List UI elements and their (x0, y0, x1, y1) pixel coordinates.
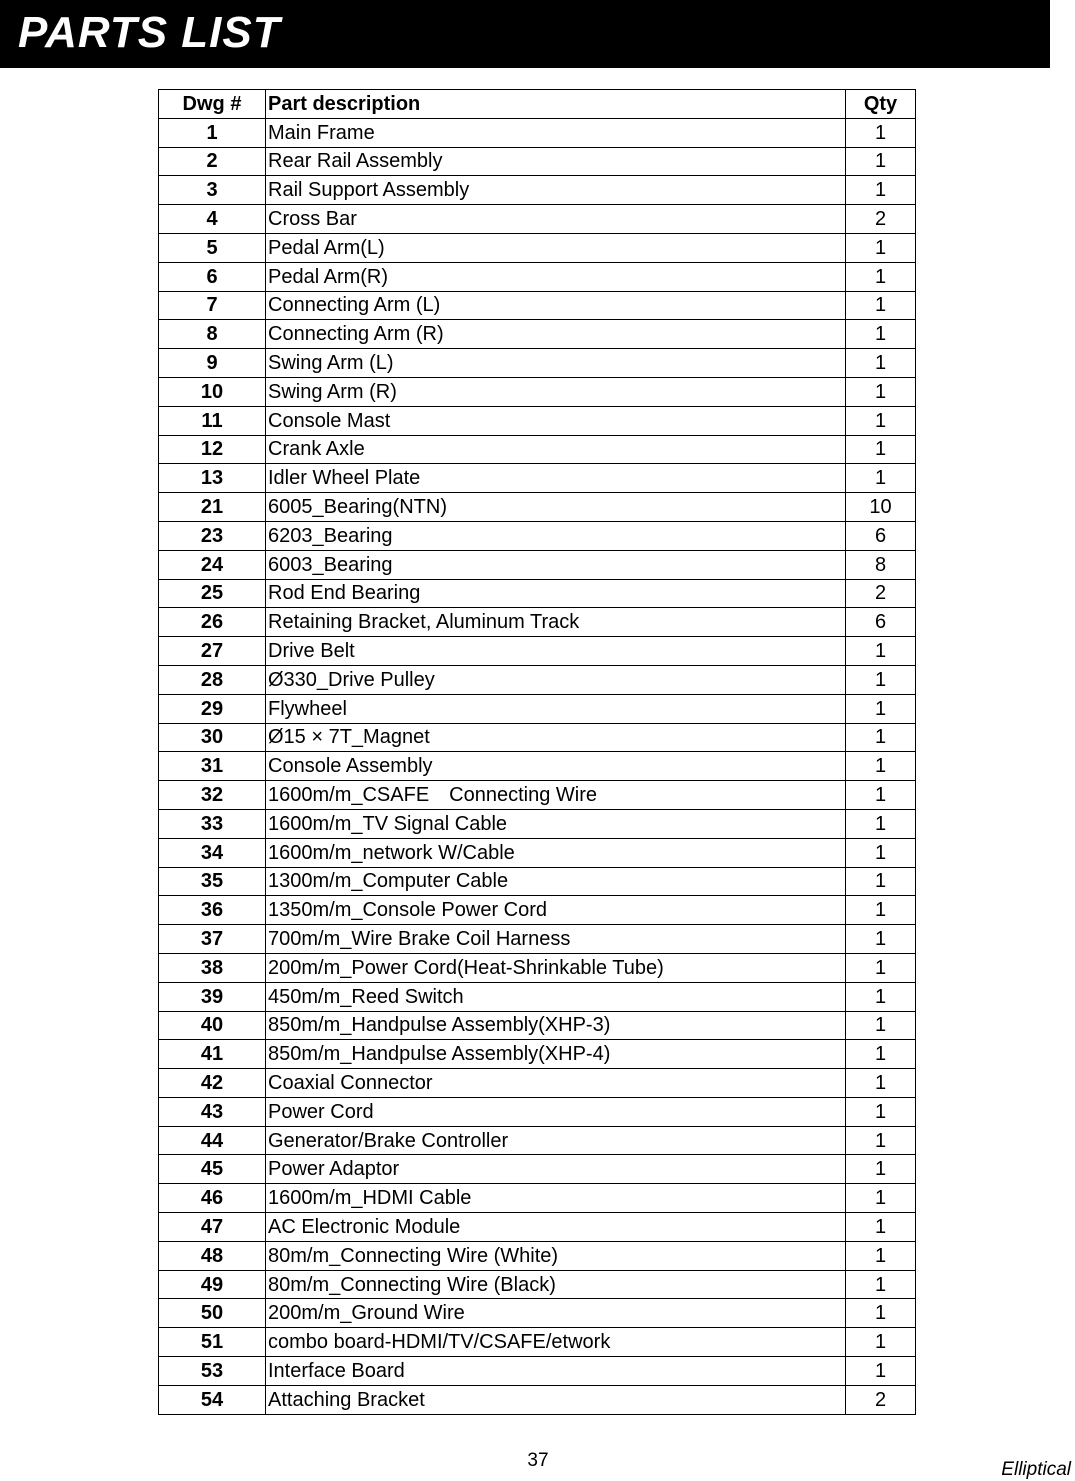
table-row (159, 637, 916, 666)
table-row (159, 1357, 916, 1386)
part-qty: 1 (846, 665, 916, 694)
part-qty: 1 (846, 320, 916, 349)
table-header-row (159, 90, 916, 119)
part-qty: 1 (846, 637, 916, 666)
part-description: 450m/m_Reed Switch (266, 982, 846, 1011)
dwg-number: 6 (159, 262, 266, 291)
dwg-number: 5 (159, 233, 266, 262)
part-description: Rail Support Assembly (266, 176, 846, 205)
dwg-number: 30 (159, 723, 266, 752)
part-qty: 1 (846, 176, 916, 205)
part-description: 1600m/m_TV Signal Cable (266, 809, 846, 838)
page-number: 37 (527, 1450, 549, 1471)
part-qty: 1 (846, 838, 916, 867)
dwg-number: 53 (159, 1357, 266, 1386)
part-qty: 1 (846, 1328, 916, 1357)
part-description: Retaining Bracket, Aluminum Track (266, 608, 846, 637)
dwg-number: 23 (159, 521, 266, 550)
part-qty: 1 (846, 867, 916, 896)
part-description: 200m/m_Power Cord(Heat-Shrinkable Tube) (266, 953, 846, 982)
part-description: Power Cord (266, 1097, 846, 1126)
dwg-number: 36 (159, 896, 266, 925)
part-description: Crank Axle (266, 435, 846, 464)
part-description: AC Electronic Module (266, 1213, 846, 1242)
table-row (159, 320, 916, 349)
table-row (159, 838, 916, 867)
dwg-number: 42 (159, 1069, 266, 1098)
table-row (159, 781, 916, 810)
dwg-number: 31 (159, 752, 266, 781)
part-qty: 1 (846, 723, 916, 752)
part-description: Ø15 × 7T_Magnet (266, 723, 846, 752)
dwg-number: 24 (159, 550, 266, 579)
part-qty: 1 (846, 896, 916, 925)
table-row (159, 349, 916, 378)
dwg-number: 25 (159, 579, 266, 608)
table-row (159, 377, 916, 406)
table-row (159, 493, 916, 522)
dwg-number: 9 (159, 349, 266, 378)
part-description: Pedal Arm(R) (266, 262, 846, 291)
part-description: Idler Wheel Plate (266, 464, 846, 493)
part-description: Generator/Brake Controller (266, 1126, 846, 1155)
part-description: Console Assembly (266, 752, 846, 781)
dwg-number: 27 (159, 637, 266, 666)
header-qty: Qty (846, 90, 916, 119)
table-row (159, 1155, 916, 1184)
dwg-number: 34 (159, 838, 266, 867)
table-row (159, 608, 916, 637)
dwg-number: 7 (159, 291, 266, 320)
part-qty: 1 (846, 1357, 916, 1386)
dwg-number: 51 (159, 1328, 266, 1357)
part-description: 1350m/m_Console Power Cord (266, 896, 846, 925)
part-description: 80m/m_Connecting Wire (Black) (266, 1270, 846, 1299)
part-qty: 1 (846, 1299, 916, 1328)
table-row (159, 1184, 916, 1213)
part-qty: 1 (846, 291, 916, 320)
dwg-number: 45 (159, 1155, 266, 1184)
part-qty: 1 (846, 694, 916, 723)
table-row (159, 867, 916, 896)
dwg-number: 49 (159, 1270, 266, 1299)
table-row (159, 464, 916, 493)
table-row (159, 1270, 916, 1299)
part-description: Pedal Arm(L) (266, 233, 846, 262)
part-qty: 2 (846, 579, 916, 608)
part-qty: 8 (846, 550, 916, 579)
dwg-number: 8 (159, 320, 266, 349)
part-description: 850m/m_Handpulse Assembly(XHP-4) (266, 1040, 846, 1069)
part-qty: 1 (846, 925, 916, 954)
part-description: Console Mast (266, 406, 846, 435)
dwg-number: 3 (159, 176, 266, 205)
title-banner (0, 0, 1050, 68)
dwg-number: 2 (159, 147, 266, 176)
part-description: Connecting Arm (R) (266, 320, 846, 349)
dwg-number: 40 (159, 1011, 266, 1040)
part-qty: 1 (846, 1011, 916, 1040)
table-row (159, 1299, 916, 1328)
dwg-number: 21 (159, 493, 266, 522)
part-qty: 1 (846, 435, 916, 464)
table-row (159, 896, 916, 925)
dwg-number: 33 (159, 809, 266, 838)
part-description: Cross Bar (266, 205, 846, 234)
dwg-number: 32 (159, 781, 266, 810)
part-description: 6203_Bearing (266, 521, 846, 550)
part-description: 80m/m_Connecting Wire (White) (266, 1241, 846, 1270)
part-description: 1600m/m_network W/Cable (266, 838, 846, 867)
table-row (159, 579, 916, 608)
part-qty: 1 (846, 1213, 916, 1242)
table-row (159, 118, 916, 147)
table-row (159, 723, 916, 752)
table-row (159, 233, 916, 262)
part-description: 6005_Bearing(NTN) (266, 493, 846, 522)
dwg-number: 13 (159, 464, 266, 493)
parts-table-body (159, 118, 916, 1414)
part-qty: 1 (846, 1155, 916, 1184)
dwg-number: 46 (159, 1184, 266, 1213)
part-qty: 2 (846, 1385, 916, 1414)
table-row (159, 752, 916, 781)
part-qty: 1 (846, 377, 916, 406)
part-description: Coaxial Connector (266, 1069, 846, 1098)
table-row (159, 435, 916, 464)
dwg-number: 1 (159, 118, 266, 147)
part-description: 850m/m_Handpulse Assembly(XHP-3) (266, 1011, 846, 1040)
table-row (159, 205, 916, 234)
dwg-number: 41 (159, 1040, 266, 1069)
table-row (159, 550, 916, 579)
part-description: combo board-HDMI/TV/CSAFE/etwork (266, 1328, 846, 1357)
part-qty: 6 (846, 608, 916, 637)
table-row (159, 176, 916, 205)
part-description: 6003_Bearing (266, 550, 846, 579)
table-row (159, 1126, 916, 1155)
part-qty: 1 (846, 1126, 916, 1155)
part-description: Ø330_Drive Pulley (266, 665, 846, 694)
dwg-number: 35 (159, 867, 266, 896)
part-description: 1300m/m_Computer Cable (266, 867, 846, 896)
part-qty: 1 (846, 982, 916, 1011)
dwg-number: 47 (159, 1213, 266, 1242)
parts-table (158, 89, 916, 1415)
table-row (159, 1213, 916, 1242)
table-row (159, 694, 916, 723)
part-qty: 1 (846, 118, 916, 147)
table-row (159, 809, 916, 838)
part-qty: 10 (846, 493, 916, 522)
part-qty: 1 (846, 147, 916, 176)
part-description: Drive Belt (266, 637, 846, 666)
part-description: Main Frame (266, 118, 846, 147)
part-qty: 1 (846, 1040, 916, 1069)
dwg-number: 26 (159, 608, 266, 637)
part-description: Rod End Bearing (266, 579, 846, 608)
table-row (159, 521, 916, 550)
dwg-number: 39 (159, 982, 266, 1011)
part-qty: 1 (846, 233, 916, 262)
part-description: Rear Rail Assembly (266, 147, 846, 176)
header-description: Part description (266, 90, 846, 119)
part-description: 700m/m_Wire Brake Coil Harness (266, 925, 846, 954)
table-row (159, 1097, 916, 1126)
dwg-number: 10 (159, 377, 266, 406)
part-qty: 6 (846, 521, 916, 550)
table-row (159, 1011, 916, 1040)
part-description: 1600m/m_HDMI Cable (266, 1184, 846, 1213)
part-qty: 1 (846, 349, 916, 378)
table-row (159, 1328, 916, 1357)
header-dwg: Dwg # (159, 90, 266, 119)
dwg-number: 48 (159, 1241, 266, 1270)
dwg-number: 38 (159, 953, 266, 982)
dwg-number: 11 (159, 406, 266, 435)
dwg-number: 50 (159, 1299, 266, 1328)
part-qty: 1 (846, 1184, 916, 1213)
table-row (159, 147, 916, 176)
part-qty: 1 (846, 1241, 916, 1270)
part-qty: 2 (846, 205, 916, 234)
part-description: Connecting Arm (L) (266, 291, 846, 320)
dwg-number: 43 (159, 1097, 266, 1126)
part-qty: 1 (846, 262, 916, 291)
part-description: Flywheel (266, 694, 846, 723)
table-row (159, 665, 916, 694)
part-description: Attaching Bracket (266, 1385, 846, 1414)
part-description: Interface Board (266, 1357, 846, 1386)
footer-product-label: Elliptical (1001, 1459, 1071, 1480)
dwg-number: 28 (159, 665, 266, 694)
page-title: PARTS LIST (18, 8, 281, 57)
table-row (159, 953, 916, 982)
part-qty: 1 (846, 809, 916, 838)
part-qty: 1 (846, 406, 916, 435)
part-description: 200m/m_Ground Wire (266, 1299, 846, 1328)
table-row (159, 1241, 916, 1270)
part-qty: 1 (846, 781, 916, 810)
table-row (159, 925, 916, 954)
dwg-number: 54 (159, 1385, 266, 1414)
table-row (159, 406, 916, 435)
table-row (159, 1040, 916, 1069)
part-qty: 1 (846, 953, 916, 982)
table-row (159, 291, 916, 320)
dwg-number: 44 (159, 1126, 266, 1155)
part-description: Power Adaptor (266, 1155, 846, 1184)
dwg-number: 29 (159, 694, 266, 723)
table-row (159, 262, 916, 291)
dwg-number: 4 (159, 205, 266, 234)
part-qty: 1 (846, 464, 916, 493)
table-row (159, 982, 916, 1011)
part-description: Swing Arm (R) (266, 377, 846, 406)
part-qty: 1 (846, 1069, 916, 1098)
part-qty: 1 (846, 1270, 916, 1299)
dwg-number: 37 (159, 925, 266, 954)
part-qty: 1 (846, 752, 916, 781)
part-description: Swing Arm (L) (266, 349, 846, 378)
table-row (159, 1069, 916, 1098)
part-description: 1600m/m_CSAFE Connecting Wire (266, 781, 846, 810)
dwg-number: 12 (159, 435, 266, 464)
part-qty: 1 (846, 1097, 916, 1126)
table-row (159, 1385, 916, 1414)
